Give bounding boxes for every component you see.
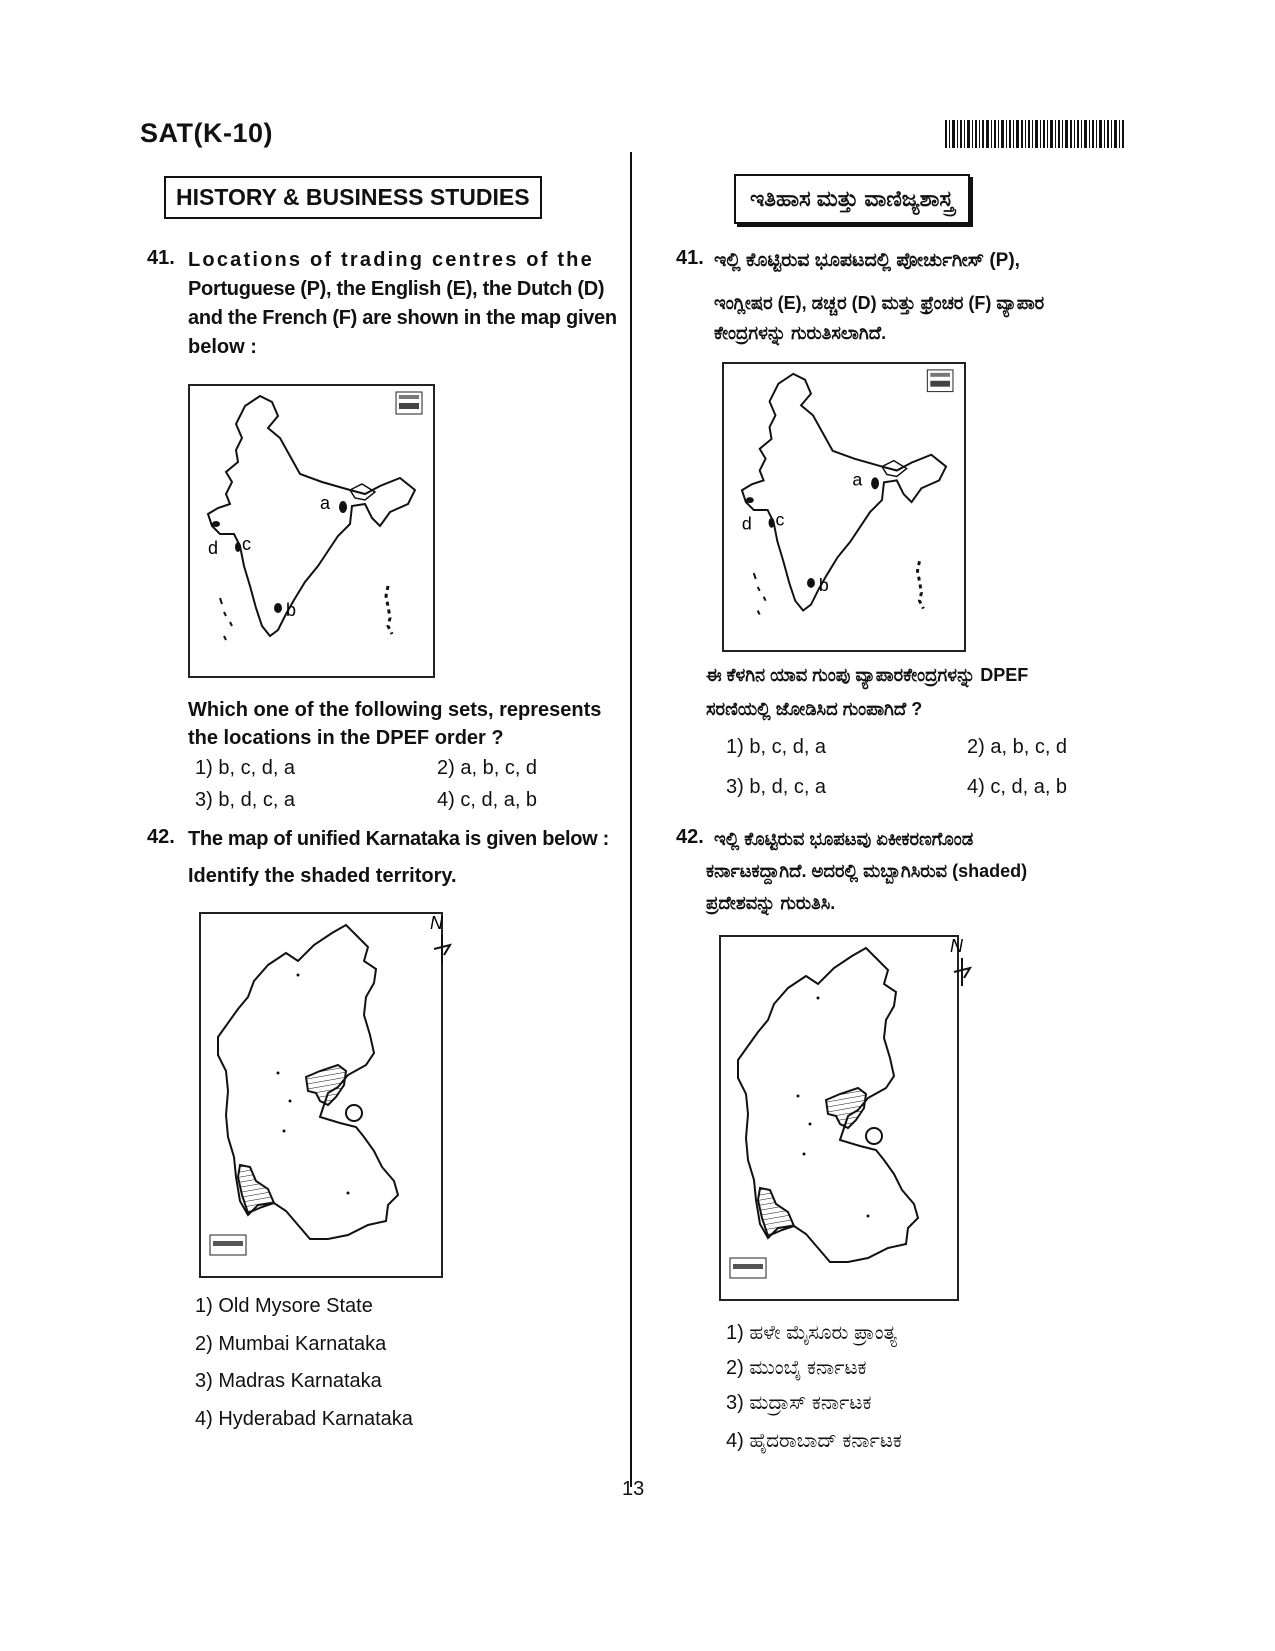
section-title-kannada: ಇತಿಹಾಸ ಮತ್ತು ವಾಣಿಜ್ಯಶಾಸ್ತ್ರ: [734, 174, 970, 224]
kn-label-a: a: [852, 469, 863, 490]
q41-option-1[interactable]: 1) b, c, d, a: [195, 757, 296, 779]
q42-option-3[interactable]: 3) Madras Karnataka: [195, 1370, 382, 1392]
kn-question-41-prompt-2: ಸರಣಿಯಲ್ಲಿ ಜೋಡಿಸಿದ ಗುಂಪಾಗಿದೆ ?: [706, 699, 923, 719]
kn-label-c: c: [775, 509, 785, 530]
india-trading-centres-map: [188, 384, 435, 678]
north-arrow-label: N: [430, 913, 443, 933]
kn-trading-centre-b-dot: [807, 578, 815, 588]
kn-question-41-line-1: ಇಲ್ಲಿ ಕೊಟ್ಟಿರುವ ಭೂಪಟದಲ್ಲಿ ಪೋರ್ಚುಗೀಸ್ (P),: [714, 250, 1020, 271]
q41-option-2[interactable]: 2) a, b, c, d: [437, 757, 538, 779]
kn-north-arrow-label: N: [950, 936, 963, 956]
kn-trading-centre-c-dot: [769, 518, 775, 528]
question-41-line-3: and the French (F) are shown in the map given: [188, 307, 617, 329]
karnataka-map-kn: [718, 928, 980, 1308]
india-trading-centres-map-kn: [722, 362, 966, 652]
kn-q41-option-4[interactable]: 4) c, d, a, b: [967, 776, 1068, 798]
kn-question-41-prompt-1: ಈ ಕೆಳಗಿನ ಯಾವ ಗುಂಪು ವ್ಯಾಪಾರಕೇಂದ್ರಗಳನ್ನು DPEF: [706, 665, 1029, 685]
kn-question-41-line-3: ಕೇಂದ್ರಗಳನ್ನು ಗುರುತಿಸಲಾಗಿದೆ.: [714, 323, 887, 343]
kn-question-41-number: 41.: [676, 247, 704, 269]
label-a: a: [320, 493, 331, 513]
kn-label-b: b: [818, 574, 829, 595]
kn-question-42-line-1: ಇಲ್ಲಿ ಕೊಟ್ಟಿರುವ ಭೂಪಟವು ಏಕೀಕರಣಗೊಂಡ: [714, 829, 974, 849]
q42-option-1[interactable]: 1) Old Mysore State: [195, 1295, 373, 1317]
kn-question-42-line-3: ಪ್ರದೇಶವನ್ನು ಗುರುತಿಸಿ.: [706, 893, 836, 913]
trading-centre-c-dot: [235, 542, 241, 552]
q42-option-2[interactable]: 2) Mumbai Karnataka: [195, 1333, 387, 1355]
kn-trading-centre-a-dot: [871, 477, 879, 489]
kn-q42-option-2[interactable]: 2) ಮುಂಬೈ ಕರ್ನಾಟಕ: [726, 1357, 867, 1379]
kn-trading-centre-d-dot: [746, 497, 754, 503]
kn-q42-option-1[interactable]: 1) ಹಳೇ ಮೈಸೂರು ಪ್ರಾಂತ್ಯ: [726, 1322, 897, 1344]
question-42-line-2: Identify the shaded territory.: [188, 865, 457, 887]
label-d: d: [208, 538, 219, 558]
karnataka-map: [198, 905, 460, 1285]
page-number: 13: [622, 1478, 645, 1500]
trading-centre-a-dot: [339, 501, 347, 513]
kn-question-41-line-2: ಇಂಗ್ಲೀಷರ (E), ಡಚ್ಚರ (D) ಮತ್ತು ಫ್ರೆಂಚರ (F) ವ್ಯಾಪಾರ: [714, 293, 1045, 313]
label-c: c: [242, 534, 251, 554]
section-title-english: HISTORY & BUSINESS STUDIES: [164, 176, 542, 219]
kn-label-d: d: [741, 513, 752, 534]
kn-question-42-line-2: ಕರ್ನಾಟಕದ್ದಾಗಿದೆ. ಅದರಲ್ಲಿ ಮಬ್ಬಾಗಿಸಿರುವ (shaded): [706, 861, 1028, 881]
question-41-line-2: Portuguese (P), the English (E), the Dutch (D): [188, 278, 605, 300]
kn-q42-option-4[interactable]: 4) ಹೈದರಾಬಾದ್ ಕರ್ನಾಟಕ: [726, 1430, 902, 1452]
exam-code: SAT(K-10): [140, 118, 274, 148]
question-41-line-1: Locations of trading centres of the: [188, 249, 594, 271]
trading-centre-d-dot: [212, 521, 220, 527]
q41-option-3[interactable]: 3) b, d, c, a: [195, 789, 296, 811]
kn-q42-option-3[interactable]: 3) ಮದ್ರಾಸ್ ಕರ್ನಾಟಕ: [726, 1392, 872, 1414]
question-41-prompt-1: Which one of the following sets, represents: [188, 699, 602, 721]
q41-option-4[interactable]: 4) c, d, a, b: [437, 789, 538, 811]
column-divider: [630, 152, 632, 1487]
kn-question-42-number: 42.: [676, 826, 704, 848]
label-b: b: [286, 600, 297, 620]
kn-q41-option-3[interactable]: 3) b, d, c, a: [726, 776, 827, 798]
trading-centre-b-dot: [274, 603, 282, 613]
question-42-number: 42.: [147, 826, 175, 848]
kn-q41-option-2[interactable]: 2) a, b, c, d: [967, 736, 1068, 758]
question-41-prompt-2: the locations in the DPEF order ?: [188, 727, 504, 749]
kn-q41-option-1[interactable]: 1) b, c, d, a: [726, 736, 827, 758]
question-41-line-4: below :: [188, 336, 257, 358]
q42-option-4[interactable]: 4) Hyderabad Karnataka: [195, 1408, 413, 1430]
question-41-number: 41.: [147, 247, 175, 269]
question-42-line-1: The map of unified Karnataka is given below :: [188, 828, 610, 850]
barcode: [945, 120, 1125, 148]
